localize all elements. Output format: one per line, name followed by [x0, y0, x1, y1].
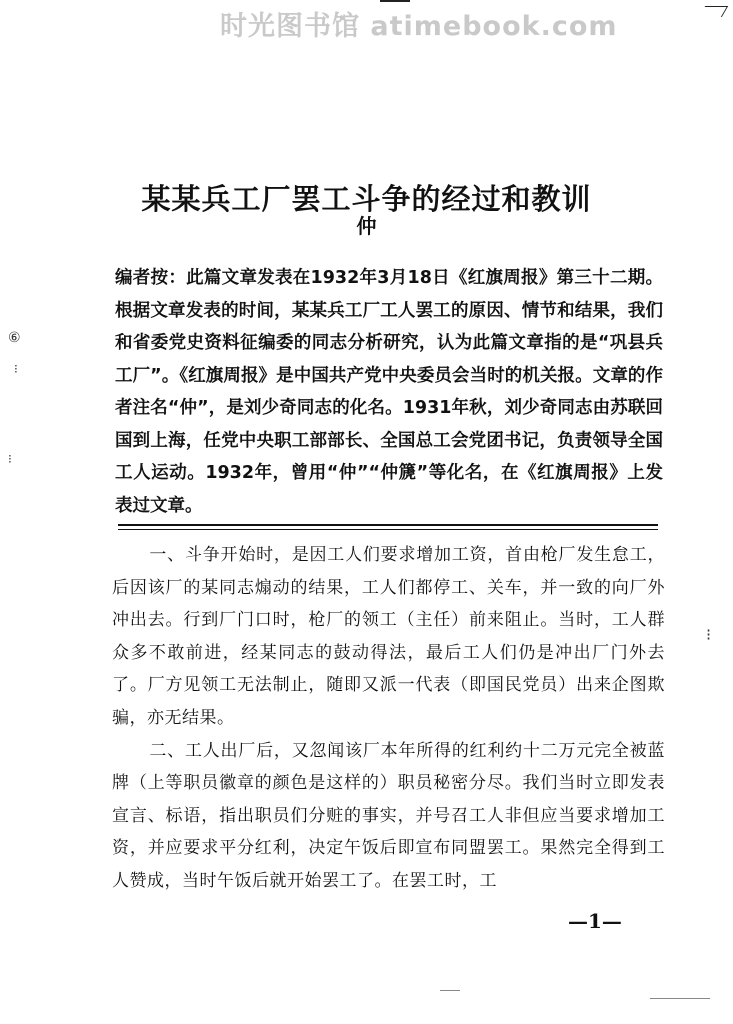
watermark: 时光图书馆 atimebook.com — [220, 11, 618, 42]
scan-artifact-top — [380, 0, 410, 2]
divider-top — [118, 524, 658, 526]
scan-artifact-corner — [699, 6, 728, 17]
scan-speck — [440, 990, 460, 991]
paragraph-1: 一、斗争开始时，是因工人们要求增加工资，首由枪厂发生怠工，后因该厂的某同志煽动的结果，工人们都停工、关车，并一致的向厂外冲出去。行到厂门口时，枪厂的领工（主任）前来阻止。当时，工人群众多不敢前进，经某同志的鼓动得法，最后工人们仍是冲出厂门外去了。厂方见领工无法制止，随即又派一代表（即国民党员）出来企图欺骗，亦无结果。 — [112, 545, 665, 728]
divider-bottom — [118, 529, 658, 530]
article-body — [112, 539, 665, 898]
margin-dot-mark: ⁝ — [8, 452, 12, 466]
scan-speck — [650, 998, 710, 999]
margin-dot-mark: ⁝ — [14, 362, 18, 376]
paragraph-2: 二、工人出厂后，又忽闻该厂本年所得的红利约十二万元完全被蓝牌（上等职员徽章的颜色是这样的）职员秘密分尽。我们当时立即发表宣言、标语，指出职员们分赃的事实，并号召工人非但应当要求增加工资，并应要求平分红利，决定午饭后即宣布同盟罢工。果然完全得到工人赞成，当时午饭后就开始罢工了。在罢工时，工 — [112, 740, 665, 891]
editor-note: 编者按：此篇文章发表在1932年3月18日《红旗周报》第三十二期。根据文章发表的时间，某某兵工厂工人罢工的原因、情节和结果，我们和省委党史资料征编委的同志分析研究，认为此篇文章指的是“巩县兵工厂”。《红旗周报》是中国共产党中央委员会当时的机关报。文章的作者注名“仲”，是刘少奇同志的化名。1931年秋，刘少奇同志由苏联回国到上海，任党中央职工部部长、全国总工会党团书记，负责领导全国工人运动。1932年，曾用“仲”“仲篪”等化名，在《红旗周报》上发表过文章。 — [115, 268, 663, 516]
author-name: 仲 — [356, 214, 377, 238]
margin-dot-mark: ⁝ — [706, 625, 712, 644]
page-number: —1— — [568, 909, 622, 933]
margin-circle-mark: ⑥ — [8, 330, 21, 346]
article-title: 某某兵工厂罢工斗争的经过和教训 — [141, 182, 592, 217]
